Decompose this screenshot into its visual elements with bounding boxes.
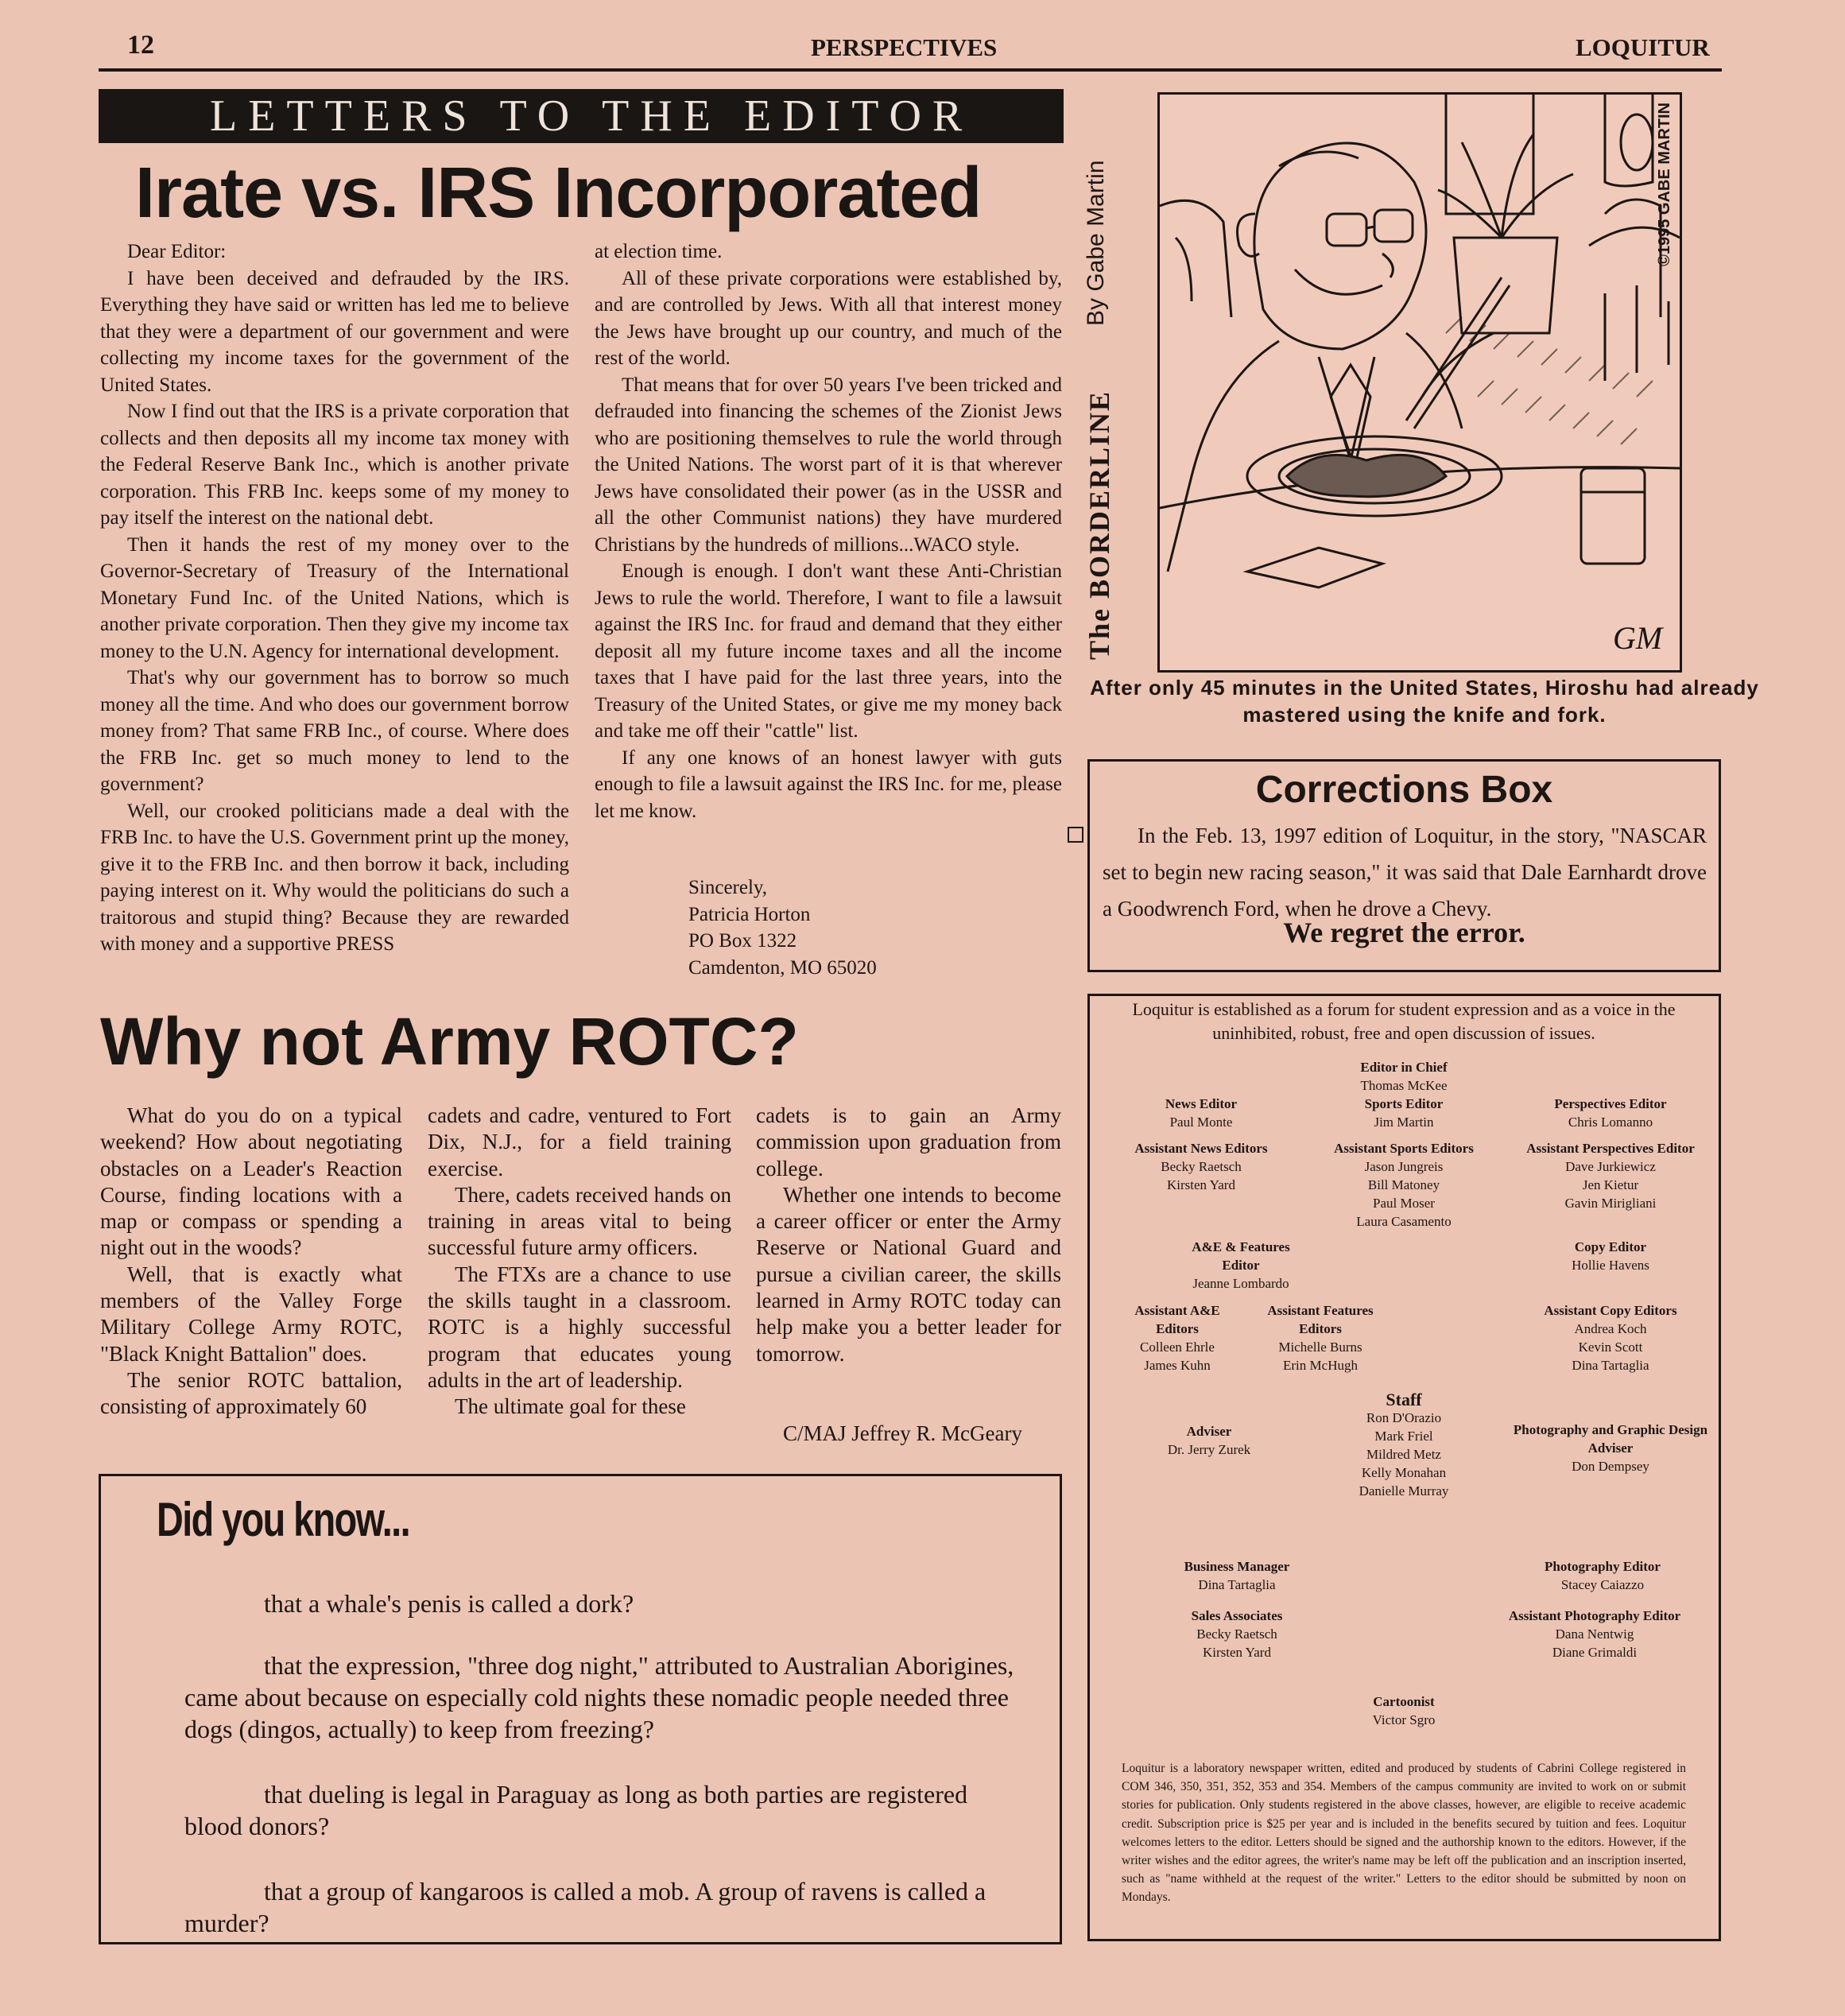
signature-line: Sincerely, bbox=[688, 877, 768, 898]
header-rule bbox=[99, 68, 1722, 72]
rotc-paragraph: cadets is to gain an Army commission upon graduation from college. bbox=[756, 1103, 1061, 1181]
letter-paragraph: Dear Editor: bbox=[127, 241, 227, 262]
masthead-box bbox=[1087, 994, 1721, 1941]
signature-line: Camdenton, MO 65020 bbox=[688, 956, 877, 979]
letter-paragraph: That's why our government has to borrow so much money all the time. And who does our government borrow money from? That same FRB Inc., of course. Where does the FRB Inc. get so much money to lend to the government? bbox=[100, 667, 569, 795]
masthead-asst-photo: Assistant Photography Editor Dana Nentwig Diane Grimaldi bbox=[1508, 1608, 1681, 1660]
rotc-byline: C/MAJ Jeffrey R. McGeary bbox=[783, 1421, 1022, 1445]
masthead-asst-sports: Assistant Sports Editors Jason Jungreis Bill Matoney Paul Moser Laura Casamento bbox=[1334, 1141, 1474, 1229]
masthead-ae-features: A&E & Features Editor Jeanne Lombardo bbox=[1192, 1239, 1290, 1291]
letter-paragraph: Then it hands the rest of my money over to the Governor-Secretary of Treasury of the International Monetary Fund Inc. of the United Nations, which is another private corporation. Then they give my income tax money to the U.N. Agency for international development. bbox=[100, 533, 569, 662]
rotc-column-1 bbox=[100, 1103, 402, 1421]
fact-item: that dueling is legal in Paraguay as long as both parties are registered blood donors? bbox=[184, 1780, 968, 1840]
letter-paragraph: at election time. bbox=[595, 241, 723, 262]
corrections-title: Corrections Box bbox=[1255, 769, 1553, 811]
masthead-copy-editor: Copy Editor Hollie Havens bbox=[1572, 1239, 1649, 1273]
cartoon-byline: By Gabe Martin bbox=[1083, 160, 1109, 326]
masthead-footer: Loquitur is a laboratory newspaper written, edited and produced by students of Cabrini College registered in COM 346, 350, 351, 352, 353 and 354. Members of the campus community are invited to work on or submit stories for publication. Only students registered in the above classes, however, are eligible to receive academic credit. Subscription price is $25 per year and is included in the benefits secured by tuition and fees. Loquitur welcomes letters to the editor. Letters should be signed and the authorship known to the editors. However, if the writer wishes and the editor agrees, the writer's name may be left off the publication and an inscription inserted, such as "name withheld at the request of the writer." Letters to the editor should be submitted by noon on Mondays. bbox=[1122, 1762, 1686, 1905]
masthead-editor-in-chief: Editor in Chief Thomas McKee bbox=[1360, 1060, 1448, 1093]
masthead-asst-ae: Assistant A&E Editors Colleen Ehrle James Kuhn bbox=[1134, 1303, 1220, 1373]
section-name: PERSPECTIVES bbox=[811, 33, 998, 61]
masthead-staff: Staff Ron D'Orazio Mark Friel Mildred Metz Kelly Monahan Danielle Murray bbox=[1359, 1390, 1449, 1498]
cartoon-series-title: The BORDERLINE bbox=[1083, 390, 1115, 660]
cartoonist-signature: GM bbox=[1613, 620, 1663, 656]
cartoon-caption: After only 45 minutes in the United States, Hiroshu had already mastered using the knife and fork. bbox=[1090, 676, 1759, 727]
masthead-photo-design-adviser: Photography and Graphic Design Adviser Don Dempsey bbox=[1513, 1422, 1708, 1474]
rotc-paragraph: The senior ROTC battalion, consisting of approximately 60 bbox=[100, 1367, 402, 1419]
cartoon-illustration bbox=[1160, 95, 1680, 670]
page-number: 12 bbox=[127, 30, 154, 60]
letter-signature bbox=[688, 874, 877, 981]
masthead-asst-perspectives: Assistant Perspectives Editor Dave Jurkiewicz Jen Kietur Gavin Mirigliani bbox=[1526, 1141, 1695, 1211]
letter-paragraph: Well, our crooked politicians made a deal with the FRB Inc. to have the U.S. Government print up the money, give it to the FRB Inc. and then borrow it back, including paying interest on it. Why would the politicians do such a traitorous and stupid thing? Because they are rewarded with money and a supportive PRESS bbox=[100, 800, 569, 955]
checkbox-icon bbox=[1068, 827, 1083, 843]
masthead-news-editor: News Editor Paul Monte bbox=[1165, 1096, 1238, 1130]
paper-name: LOQUITUR bbox=[1576, 33, 1710, 61]
masthead-cartoonist: Cartoonist Victor Sgro bbox=[1372, 1694, 1436, 1727]
rotc-paragraph: cadets and cadre, ventured to Fort Dix, N.J., for a field training exercise. bbox=[428, 1103, 731, 1181]
rotc-column-3 bbox=[756, 1103, 1061, 1367]
corrections-text bbox=[1103, 817, 1707, 927]
masthead-business-manager: Business Manager Dina Tartaglia bbox=[1184, 1559, 1290, 1592]
letter-paragraph: If any one knows of an honest lawyer with guts enough to file a lawsuit against the IRS Inc. for me, please let me know. bbox=[595, 746, 1062, 822]
letter-paragraph: Enough is enough. I don't want these Anti-Christian Jews to rule the world. Therefore, I want to file a lawsuit against the IRS Inc. for fraud and demand that they either deposit all my future income taxes and all the income taxes that I have paid for the last three years, into the Treasury of the United States, or give me my money back and take me off their "cattle" list. bbox=[595, 560, 1062, 742]
letter-paragraph: Now I find out that the IRS is a private corporation that collects and then deposits all my income tax money with the Federal Reserve Bank Inc., which is another private corporation. This FRB Inc. keeps some of my money to pay itself the interest on the national debt. bbox=[100, 401, 569, 529]
letter-paragraph: I have been deceived and defrauded by the IRS. Everything they have said or written has led me to believe that they were a department of our government and were collecting my income taxes for the government of the United States. bbox=[100, 267, 569, 396]
did-you-know-box bbox=[99, 1474, 1062, 1944]
rotc-paragraph: Well, that is exactly what members of the Valley Forge Military College Army ROTC, "Black Knight Battalion" does. bbox=[100, 1262, 402, 1366]
masthead-asst-news: Assistant News Editors Becky Raetsch Kirsten Yard bbox=[1134, 1141, 1268, 1192]
rotc-paragraph: What do you do on a typical weekend? How about negotiating obstacles on a Leader's Reaction Course, finding locations with a map or compass or spending a night out in the woods? bbox=[100, 1103, 402, 1260]
cartoon-copyright: ©1995 GABE MARTIN bbox=[1656, 103, 1673, 266]
letter-column-1 bbox=[100, 238, 569, 958]
letter-paragraph: That means that for over 50 years I've been tricked and defrauded into financing the schemes of the Zionist Jews who are positioning themselves to rule the world through the United Nations. The worst part of it is that wherever Jews have consolidated their power (as in the USSR and all the other Communist nations) they have murdered Christians by the hundreds of millions...WACO style. bbox=[595, 374, 1062, 556]
rotc-paragraph: The ultimate goal for these bbox=[455, 1394, 686, 1419]
masthead-sports-editor: Sports Editor Jim Martin bbox=[1364, 1096, 1444, 1130]
masthead-sales: Sales Associates Becky Raetsch Kirsten Yard bbox=[1191, 1608, 1283, 1660]
rotc-paragraph: The FTXs are a chance to use the skills taught in a classroom. ROTC is a highly successful program that educates young adults in the art of leadership. bbox=[428, 1262, 731, 1392]
masthead-perspectives-editor: Perspectives Editor Chris Lomanno bbox=[1554, 1096, 1667, 1130]
signature-line: Patricia Horton bbox=[688, 903, 811, 925]
masthead-intro: Loquitur is established as a forum for student expression and as a voice in the uninhibited, robust, free and open discussion of issues. bbox=[1132, 999, 1676, 1043]
letter-headline: Irate vs. IRS Incorporated bbox=[135, 153, 982, 233]
corrections-regret: We regret the error. bbox=[1283, 917, 1525, 948]
rotc-headline: Why not Army ROTC? bbox=[100, 1004, 799, 1079]
masthead-asst-copy: Assistant Copy Editors Andrea Koch Kevin Scott Dina Tartaglia bbox=[1544, 1303, 1677, 1373]
letter-paragraph: All of these private corporations were established by, and are controlled by Jews. With all that interest money the Jews have brought up our country, and much of the rest of the world. bbox=[595, 267, 1062, 369]
masthead-asst-features: Assistant Features Editors Michelle Burns Erin McHugh bbox=[1267, 1303, 1374, 1373]
fact-item: that the expression, "three dog night," attributed to Australian Aborigines, came about because on especially cold nights these nomadic people needed three dogs (dingos, actually) to keep from freezing? bbox=[184, 1651, 1014, 1743]
fact-item: that a whale's penis is called a dork? bbox=[264, 1589, 634, 1618]
did-you-know-title: Did you know... bbox=[157, 1493, 410, 1546]
letters-banner: LETTERS TO THE EDITOR bbox=[99, 89, 1064, 143]
fact-item: that a group of kangaroos is called a mob. A group of ravens is called a murder? bbox=[184, 1877, 986, 1937]
cartoon-panel bbox=[1157, 92, 1682, 673]
masthead-adviser: Adviser Dr. Jerry Zurek bbox=[1167, 1424, 1251, 1457]
signature-line: PO Box 1322 bbox=[688, 930, 797, 952]
rotc-column-2 bbox=[428, 1103, 731, 1421]
masthead-photo-editor: Photography Editor Stacey Caiazzo bbox=[1545, 1559, 1661, 1592]
rotc-paragraph: Whether one intends to become a career officer or enter the Army Reserve or National Guard and pursue a civilian career, the skills learned in Army ROTC today can help make you a better leader for tomorrow. bbox=[756, 1182, 1061, 1366]
corrections-box bbox=[1087, 759, 1721, 972]
rotc-paragraph: There, cadets received hands on training in areas vital to being successful future army officers. bbox=[428, 1182, 731, 1260]
letter-column-2 bbox=[595, 238, 1062, 824]
corrections-body: In the Feb. 13, 1997 edition of Loquitur, in the story, "NASCAR set to begin new racing season," it was said that Dale Earnhardt drove a Goodwrench Ford, when he drove a Chevy. bbox=[1103, 824, 1707, 921]
